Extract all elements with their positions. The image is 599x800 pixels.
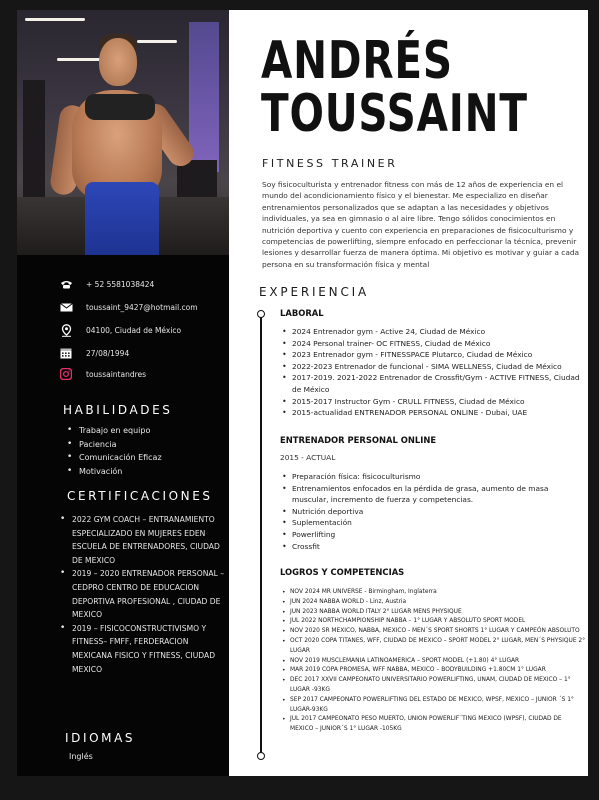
certification-item: • 2022 GYM COACH – ENTRANAMIENTO ESPECIALIZADO EN MUJERES EDEN ESCUELA DE ENTRENADORES, CIUDAD DE MEXICO <box>60 513 228 567</box>
achievement-item: • SEP 2017 CAMPEONATO POWERLIFTING DEL ESTADO DE MEXICO, WPSF, MEXICO – JUNIOR ´S 1° LUGAR-93KG <box>280 696 586 716</box>
achievement-item: • OCT 2020 COPA TITANES, WFF, CIUDAD DE MEXICO – SPORT MODEL 2° LUGAR, MEN´S PHYSIQUE 2° LUGAR <box>280 637 586 657</box>
languages-heading: IDIOMAS <box>65 731 136 745</box>
achievements-heading: LOGROS Y COMPETENCIAS <box>280 567 405 577</box>
achievement-item: • JUN 2024 NABBA WORLD - Linz, Austria <box>280 598 586 608</box>
timeline-line <box>260 315 262 755</box>
achievements-list <box>280 588 586 735</box>
certifications-heading: CERTIFICACIONES <box>67 489 213 503</box>
job-item: • 2024 Personal trainer- OC FITNESS, Ciudad de México <box>280 338 586 350</box>
service-item: • Suplementación <box>280 517 586 529</box>
job-item: • 2017-2019. 2021-2022 Entrenador de Crossfit/Gym - ACTIVE FITNESS, Ciudad de México <box>280 372 586 395</box>
job-item: • 2023 Entrenador gym - FITNESSPACE Plutarco, Ciudad de México <box>280 349 586 361</box>
birthdate-text: 27/08/1994 <box>86 348 130 358</box>
skill-item: • Comunicación Eficaz <box>67 451 162 465</box>
certification-item: • 2019 – 2020 ENTRENADOR PERSONAL – CEDPRO CENTRO DE EDUCACION DEPORTIVA PROFESIONAL , CIUDAD DE MEXICO <box>60 567 228 621</box>
location-pin-icon <box>59 324 73 336</box>
service-item: • Powerlifting <box>280 529 586 541</box>
skill-item: • Paciencia <box>67 438 162 452</box>
experience-heading: EXPERIENCIA <box>259 285 369 299</box>
achievement-item: • NOV 2020 SR MEXICO, NABBA, MEXICO - MEN´S SPORT SHORTS 1° LUGAR Y CAMPEÓN ABSOLUTO <box>280 627 586 637</box>
certification-item: • 2019 – FISICOCONSTRUCTIVISMO Y FITNESS– FMFF, FERDERACION MEXICANA FISICO Y FITNESS, CIUDAD MEXICO <box>60 622 228 676</box>
language-item: Inglés <box>69 752 93 761</box>
main-content <box>229 10 588 776</box>
contact-phone <box>59 277 154 291</box>
achievement-item: • JUN 2023 NABBA WORLD ITALY 2° LUGAR MENS PHYSIQUE <box>280 608 586 618</box>
contact-instagram[interactable] <box>59 367 146 381</box>
laboral-list <box>280 326 586 419</box>
achievement-item: • JUL 2017 CAMPEONATO PESO MUERTO, UNION POWERLIF¨TING MEXICO (WPSF), CIUDAD DE MEXICO – JUNIOR´S 1° LUGAR -105KG <box>280 715 586 735</box>
last-name: TOUSSAINT <box>261 84 528 144</box>
service-item: • Entrenamientos enfocados en la pérdida de grasa, aumento de masa muscular, incremento de fuerza y competencias. <box>280 483 586 506</box>
timeline-dot <box>257 752 265 760</box>
job-item: • 2022-2023 Entrenador de funcional - SIMA WELLNESS, Ciudad de México <box>280 361 586 373</box>
laboral-heading: LABORAL <box>280 308 324 318</box>
first-name: ANDRÉS <box>261 31 453 91</box>
contact-address <box>59 323 181 337</box>
achievement-item: • DEC 2017 XXVII CAMPEONATO UNIVERSITARIO POWERLIFTING, UNAM, CIUDAD DE MEXICO – 1° LUGAR -93KG <box>280 676 586 696</box>
contact-email[interactable] <box>59 300 198 314</box>
calendar-icon <box>59 347 73 359</box>
profile-summary: Soy fisicoculturista y entrenador fitness con más de 12 años de experiencia en el mundo del acondicionamiento físico y el bienestar. Me especializo en diseñar entrenamientos personalizados que se adaptan a las necesidades y objetivos individuales, ya sea en gimnasio o al aire libre. Tengo sólidos conocimientos en nutrición deportiva y cuento con experiencia en preparaciones de fisicoculturismo y competencias de powerlifting, siempre enfocado en perfeccionar la técnica, prevenir lesiones y desarrollar fuerza de manera óptima. Mi objetivo es motivar y guiar a cada persona en su transformación física y mental <box>262 180 580 269</box>
job-item: • 2015-2017 Instructor Gym - CRULL FITNESS, Ciudad de México <box>280 396 586 408</box>
instagram-icon <box>59 368 73 380</box>
envelope-icon <box>59 301 73 313</box>
sidebar <box>17 10 229 776</box>
phone-text: + 52 5581038424 <box>86 279 155 289</box>
service-item: • Crossfit <box>280 541 586 553</box>
online-date: 2015 - ACTUAL <box>280 453 336 462</box>
online-heading: ENTRENADOR PERSONAL ONLINE <box>280 435 437 445</box>
profile-photo <box>17 10 229 255</box>
address-text: 04100, Ciudad de México <box>86 325 182 335</box>
email-text[interactable]: toussaint_9427@hotmail.com <box>86 302 198 312</box>
service-item: • Preparación física: fisicoculturismo <box>280 471 586 483</box>
certifications-list <box>60 513 228 676</box>
job-item: • 2024 Entrenador gym - Active 24, Ciudad de México <box>280 326 586 338</box>
achievement-item: • NOV 2024 MR UNIVERSE - Birmingham, Inglaterra <box>280 588 586 598</box>
instagram-text[interactable]: toussaintandres <box>86 369 147 379</box>
resume-page <box>17 10 588 776</box>
skills-heading: HABILIDADES <box>63 403 173 417</box>
job-title: FITNESS TRAINER <box>262 157 398 170</box>
skill-item: • Trabajo en equipo <box>67 424 162 438</box>
achievement-item: • NOV 2019 MUSCLEMANIA LATINOAMERICA – SPORT MODEL (+1.80) 4° LUGAR <box>280 657 586 667</box>
online-list <box>280 471 586 552</box>
achievement-item: • MAR 2019 COPA PROMESA, WFF NABBA, MEXICO – BODYBUILDING +1.80CM 1° LUGAR <box>280 666 586 676</box>
achievement-item: • JUL 2022 NORTHCHAMPIONSHIP NABBA – 1° LUGAR Y ABSOLUTO SPORT MODEL <box>280 617 586 627</box>
skills-list <box>67 424 162 478</box>
phone-icon <box>59 278 73 290</box>
contact-birthdate <box>59 346 129 360</box>
skill-item: • Motivación <box>67 465 162 479</box>
job-item: • 2015-actualidad ENTRENADOR PERSONAL ONLINE - Dubai, UAE <box>280 407 586 419</box>
service-item: • Nutrición deportiva <box>280 506 586 518</box>
timeline-dot <box>257 310 265 318</box>
